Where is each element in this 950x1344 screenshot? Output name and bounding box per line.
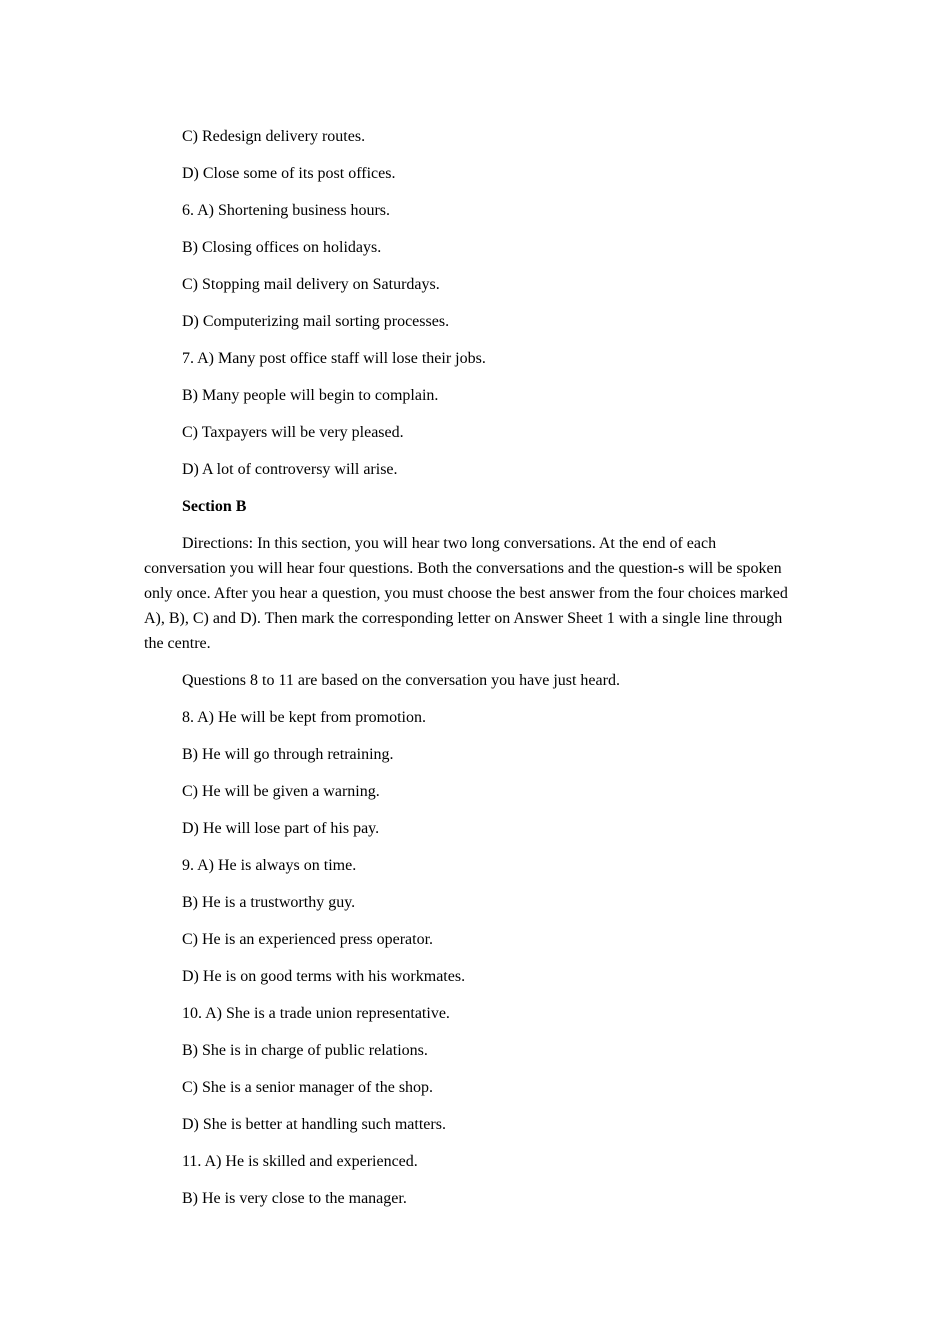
answer-option: C) She is a senior manager of the shop.: [182, 1079, 434, 1096]
document-content: [144, 124, 804, 1223]
question-10: 10. A) She is a trade union representative.: [182, 1005, 450, 1022]
answer-option: D) Computerizing mail sorting processes.: [182, 313, 450, 330]
answer-option: D) Close some of its post offices.: [182, 165, 396, 182]
answer-option: D) He is on good terms with his workmates.: [182, 968, 466, 985]
question-11: 11. A) He is skilled and experienced.: [182, 1153, 418, 1170]
answer-option: C) Taxpayers will be very pleased.: [182, 424, 404, 441]
answer-option: B) Closing offices on holidays.: [182, 239, 382, 256]
answer-option: B) Many people will begin to complain.: [182, 387, 439, 404]
question-8: 8. A) He will be kept from promotion.: [182, 709, 426, 726]
question-9: 9. A) He is always on time.: [182, 857, 357, 874]
question-7: 7. A) Many post office staff will lose their jobs.: [182, 350, 486, 367]
questions-intro: Questions 8 to 11 are based on the conversation you have just heard.: [182, 672, 620, 689]
question-6: 6. A) Shortening business hours.: [182, 202, 390, 219]
answer-option: B) He is a trustworthy guy.: [182, 894, 356, 911]
answer-option: B) He will go through retraining.: [182, 746, 394, 763]
answer-option: B) She is in charge of public relations.: [182, 1042, 428, 1059]
answer-option: C) Stopping mail delivery on Saturdays.: [182, 276, 440, 293]
answer-option: D) A lot of controversy will arise.: [182, 461, 398, 478]
answer-option: B) He is very close to the manager.: [182, 1190, 407, 1207]
answer-option: C) Redesign delivery routes.: [182, 128, 366, 145]
section-heading: Section B: [182, 498, 247, 515]
answer-option: C) He is an experienced press operator.: [182, 931, 434, 948]
answer-option: D) He will lose part of his pay.: [182, 820, 380, 837]
answer-option: D) She is better at handling such matters.: [182, 1116, 446, 1133]
answer-option: C) He will be given a warning.: [182, 783, 380, 800]
directions-paragraph: Directions: In this section, you will hear two long conversations. At the end of each conversation you will hear four questions. Both the conversations and the question-s will be spoken only once. After you hear a question, you must choose the best answer from the four choices marked A), B), C) and D). Then mark the corresponding letter on Answer Sheet 1 with a single line through the centre.: [144, 535, 788, 652]
